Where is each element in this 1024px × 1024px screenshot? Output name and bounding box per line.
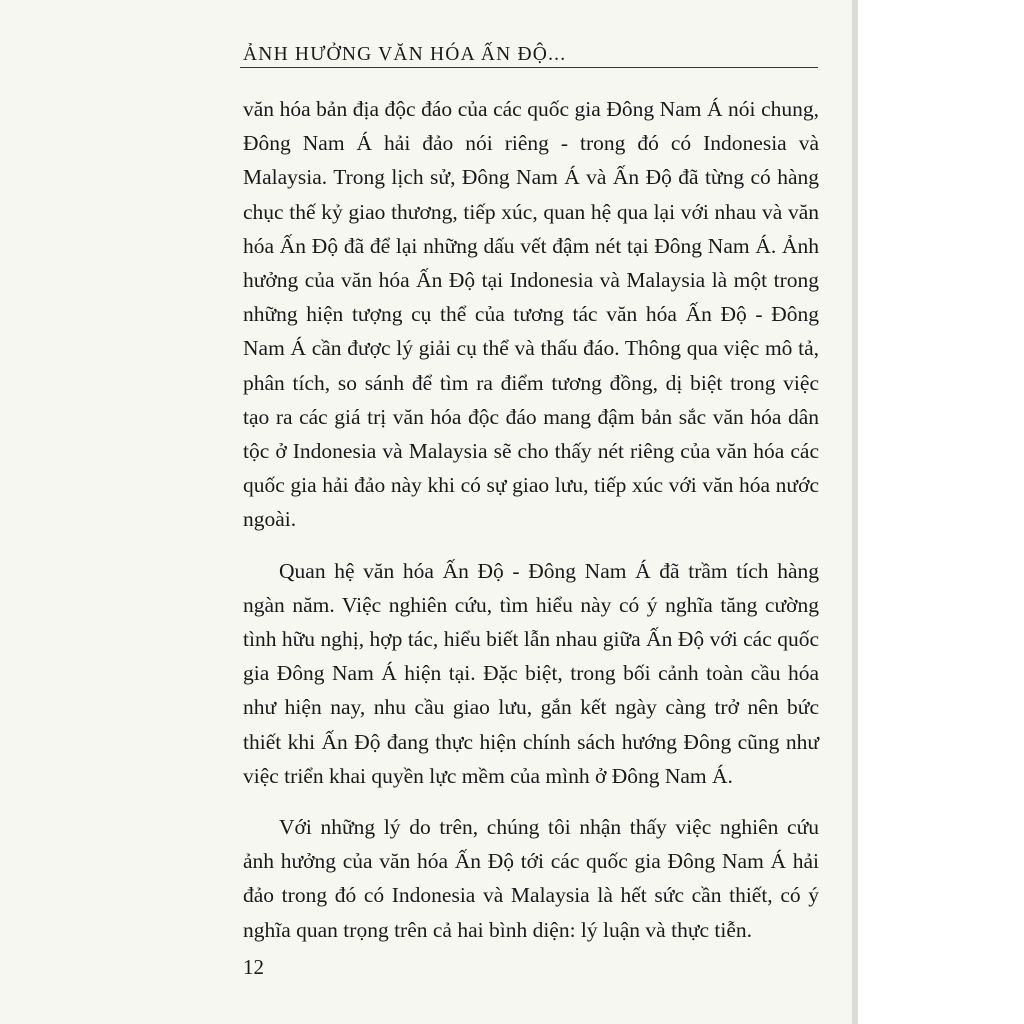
- body-text: [243, 92, 819, 947]
- header-rule: [240, 67, 818, 68]
- paragraph-3: Với những lý do trên, chúng tôi nhận thấy việc nghiên cứu ảnh hưởng của văn hóa Ấn Độ tới các quốc gia Đông Nam Á hải đảo trong đó có Indonesia và Malaysia là hết sức cần thiết, có ý nghĩa quan trọng trên cả hai bình diện: lý luận và thực tiễn.: [243, 815, 819, 942]
- paragraph-2: Quan hệ văn hóa Ấn Độ - Đông Nam Á đã trầm tích hàng ngàn năm. Việc nghiên cứu, tìm hiểu này có ý nghĩa tăng cường tình hữu nghị, hợp tác, hiểu biết lẫn nhau giữa Ấn Độ với các quốc gia Đông Nam Á hiện tại. Đặc biệt, trong bối cảnh toàn cầu hóa như hiện nay, nhu cầu giao lưu, gắn kết ngày càng trở nên bức thiết khi Ấn Độ đang thực hiện chính sách hướng Đông cũng như việc triển khai quyền lực mềm của mình ở Đông Nam Á.: [243, 558, 819, 788]
- running-head: ẢNH HƯỞNG VĂN HÓA ẤN ĐỘ...: [243, 44, 567, 65]
- paragraph-1: văn hóa bản địa độc đáo của các quốc gia Đông Nam Á nói chung, Đông Nam Á hải đảo nói riêng - trong đó có Indonesia và Malaysia. Trong lịch sử, Đông Nam Á và Ấn Độ đã từng có hàng chục thế kỷ giao thương, tiếp xúc, quan hệ qua lại với nhau và văn hóa Ấn Độ đã để lại những dấu vết đậm nét tại Đông Nam Á. Ảnh hưởng của văn hóa Ấn Độ tại Indonesia và Malaysia là một trong những hiện tượng cụ thể của tương tác văn hóa Ấn Độ - Đông Nam Á cần được lý giải cụ thể và thấu đáo. Thông qua việc mô tả, phân tích, so sánh để tìm ra điểm tương đồng, dị biệt trong việc tạo ra các giá trị văn hóa độc đáo mang đậm bản sắc văn hóa dân tộc ở Indonesia và Malaysia sẽ cho thấy nét riêng của văn hóa các quốc gia hải đảo này khi có sự giao lưu, tiếp xúc với văn hóa nước ngoài.: [243, 97, 819, 532]
- page-number: 12: [243, 955, 264, 979]
- page-edge-shadow: [852, 0, 858, 1024]
